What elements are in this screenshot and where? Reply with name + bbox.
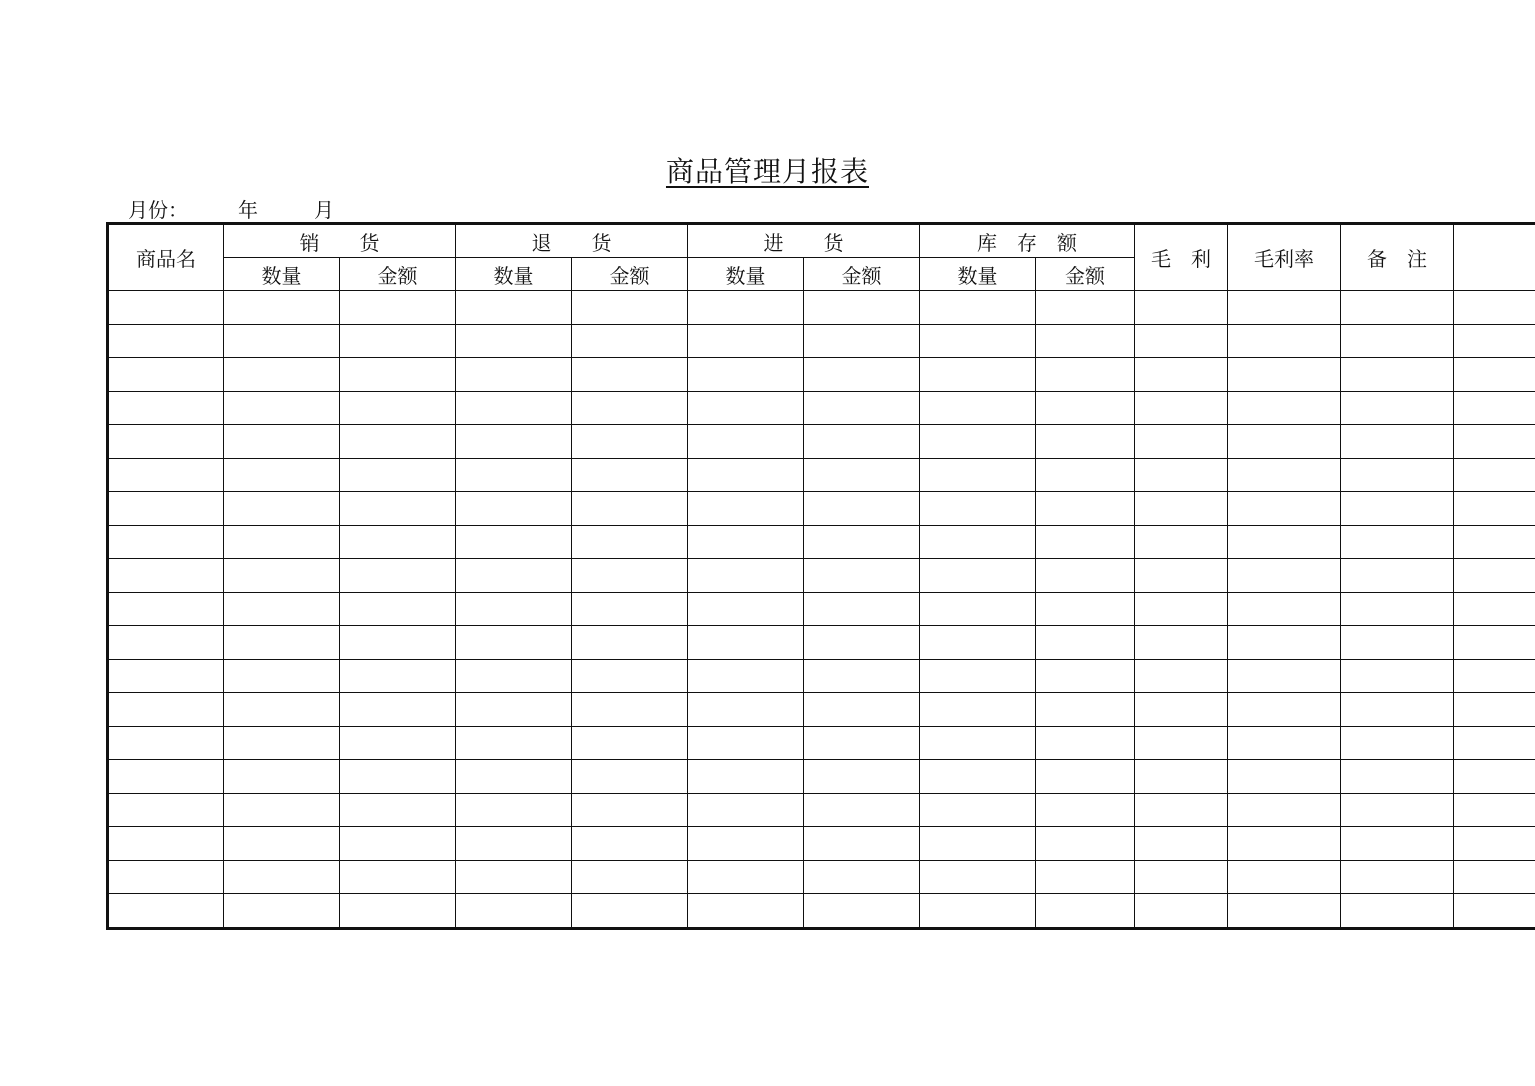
table-cell[interactable] [1036,291,1135,325]
table-cell[interactable] [1454,626,1535,660]
table-cell[interactable] [688,827,804,861]
table-cell[interactable] [920,391,1036,425]
table-cell[interactable] [1036,559,1135,593]
table-cell[interactable] [1036,693,1135,727]
table-cell[interactable] [1454,726,1535,760]
table-cell[interactable] [688,324,804,358]
table-cell[interactable] [1341,693,1454,727]
header-purchases-qty: 数量 [688,258,804,291]
table-cell[interactable] [1454,827,1535,861]
table-cell[interactable] [224,659,340,693]
table-cell[interactable] [572,358,688,392]
table-cell[interactable] [572,525,688,559]
table-cell[interactable] [340,358,456,392]
table-cell[interactable] [456,760,572,794]
table-cell[interactable] [456,894,572,929]
table-cell[interactable] [340,760,456,794]
table-cell[interactable] [456,458,572,492]
table-cell[interactable] [1454,391,1535,425]
table-cell[interactable] [1228,291,1341,325]
table-cell[interactable] [456,827,572,861]
table-cell[interactable] [224,559,340,593]
table-cell[interactable] [340,693,456,727]
table-cell[interactable] [572,291,688,325]
table-cell[interactable] [572,894,688,929]
table-cell[interactable] [1454,458,1535,492]
table-cell[interactable] [1135,659,1228,693]
table-cell[interactable] [920,894,1036,929]
table-cell[interactable] [1341,291,1454,325]
table-cell[interactable] [456,559,572,593]
month-line [128,194,388,220]
header-remarks: 备 注 [1341,224,1454,291]
table-cell[interactable] [572,793,688,827]
table-cell[interactable] [1341,760,1454,794]
table-cell[interactable] [224,458,340,492]
table-cell[interactable] [108,324,224,358]
table-cell[interactable] [1454,860,1535,894]
table-cell[interactable] [1341,592,1454,626]
table-cell[interactable] [920,659,1036,693]
table-cell[interactable] [108,860,224,894]
table-cell[interactable] [804,592,920,626]
table-row [108,760,1535,794]
table-cell[interactable] [1454,425,1535,459]
table-cell[interactable] [1036,425,1135,459]
table-cell[interactable] [456,726,572,760]
table-cell[interactable] [804,324,920,358]
table-cell[interactable] [688,760,804,794]
table-cell[interactable] [804,492,920,526]
header-returns: 退 货 [456,224,688,258]
table-cell[interactable] [688,559,804,593]
table-row [108,458,1535,492]
table-cell[interactable] [920,559,1036,593]
table-cell[interactable] [1036,592,1135,626]
table-cell[interactable] [688,793,804,827]
table-row [108,391,1535,425]
table-cell[interactable] [688,291,804,325]
table-cell[interactable] [1341,827,1454,861]
table-cell[interactable] [1036,760,1135,794]
table-cell[interactable] [224,827,340,861]
table-cell[interactable] [456,492,572,526]
table-cell[interactable] [1135,626,1228,660]
table-cell[interactable] [1341,726,1454,760]
table-cell[interactable] [1454,693,1535,727]
table-cell[interactable] [1341,793,1454,827]
report-table [106,222,1535,930]
table-cell[interactable] [804,626,920,660]
table-row [108,659,1535,693]
table-cell[interactable] [804,458,920,492]
table-cell[interactable] [108,291,224,325]
table-cell[interactable] [804,693,920,727]
table-cell[interactable] [1341,894,1454,929]
table-cell[interactable] [108,425,224,459]
table-cell[interactable] [108,693,224,727]
table-cell[interactable] [572,592,688,626]
table-cell[interactable] [688,592,804,626]
table-cell[interactable] [1135,860,1228,894]
table-cell[interactable] [920,860,1036,894]
table-cell[interactable] [1036,626,1135,660]
table-cell[interactable] [1341,458,1454,492]
table-cell[interactable] [108,358,224,392]
table-cell[interactable] [688,358,804,392]
table-cell[interactable] [688,492,804,526]
table-cell[interactable] [108,626,224,660]
table-cell[interactable] [1228,693,1341,727]
table-cell[interactable] [920,760,1036,794]
table-cell[interactable] [340,559,456,593]
table-cell[interactable] [572,726,688,760]
table-cell[interactable] [1228,525,1341,559]
table-cell[interactable] [456,793,572,827]
table-cell[interactable] [340,425,456,459]
header-purchases: 进 货 [688,224,920,258]
table-cell[interactable] [1036,525,1135,559]
table-cell[interactable] [1454,793,1535,827]
header-purchases-amount: 金额 [804,258,920,291]
table-cell[interactable] [804,358,920,392]
table-cell[interactable] [108,659,224,693]
table-cell[interactable] [1228,760,1341,794]
header-gross-margin: 毛利率 [1228,224,1341,291]
table-cell[interactable] [572,693,688,727]
table-row [108,827,1535,861]
table-cell[interactable] [1454,659,1535,693]
header-row-1 [108,224,1535,258]
table-body [108,291,1535,929]
table-cell[interactable] [804,894,920,929]
table-row [108,626,1535,660]
table-cell[interactable] [224,324,340,358]
table-cell[interactable] [1454,291,1535,325]
table-cell[interactable] [572,425,688,459]
table-row [108,894,1535,929]
table-row [108,592,1535,626]
table-cell[interactable] [340,324,456,358]
table-cell[interactable] [804,291,920,325]
table-cell[interactable] [1341,324,1454,358]
table-cell[interactable] [572,458,688,492]
table-cell[interactable] [1228,659,1341,693]
table-cell[interactable] [108,559,224,593]
table-cell[interactable] [1135,525,1228,559]
table-row [108,726,1535,760]
table-cell[interactable] [224,626,340,660]
table-cell[interactable] [804,659,920,693]
table-cell[interactable] [224,860,340,894]
table-cell[interactable] [572,760,688,794]
table-cell[interactable] [1135,726,1228,760]
table-cell[interactable] [108,458,224,492]
table-cell[interactable] [804,425,920,459]
table-cell[interactable] [920,827,1036,861]
table-cell[interactable] [572,659,688,693]
table-cell[interactable] [1454,492,1535,526]
table-cell[interactable] [804,860,920,894]
table-cell[interactable] [688,726,804,760]
table-cell[interactable] [804,793,920,827]
table-cell[interactable] [224,693,340,727]
table-cell[interactable] [1228,425,1341,459]
table-cell[interactable] [1135,425,1228,459]
table-cell[interactable] [340,659,456,693]
table-cell[interactable] [1036,894,1135,929]
table-cell[interactable] [1454,559,1535,593]
header-returns-qty: 数量 [456,258,572,291]
table-cell[interactable] [920,525,1036,559]
table-cell[interactable] [1454,894,1535,929]
page-title: 商品管理月报表 [665,155,869,188]
table-cell[interactable] [340,458,456,492]
table-cell[interactable] [920,425,1036,459]
table-cell[interactable] [1341,659,1454,693]
table-row [108,324,1535,358]
table-row [108,525,1535,559]
table-cell[interactable] [224,592,340,626]
table-cell[interactable] [572,391,688,425]
table-cell[interactable] [920,358,1036,392]
table-cell[interactable] [1341,860,1454,894]
table-cell[interactable] [340,626,456,660]
table-cell[interactable] [108,525,224,559]
table-cell[interactable] [456,592,572,626]
table-cell[interactable] [1341,492,1454,526]
table-cell[interactable] [1135,793,1228,827]
table-cell[interactable] [688,894,804,929]
table-cell[interactable] [224,492,340,526]
table-cell[interactable] [920,324,1036,358]
header-gross-profit: 毛 利 [1135,224,1228,291]
table-cell[interactable] [920,626,1036,660]
table-cell[interactable] [1036,726,1135,760]
table-cell[interactable] [920,492,1036,526]
table-cell[interactable] [1228,827,1341,861]
table-cell[interactable] [1036,358,1135,392]
table-cell[interactable] [456,626,572,660]
table-cell[interactable] [224,391,340,425]
table-cell[interactable] [804,525,920,559]
table-cell[interactable] [108,894,224,929]
table-cell[interactable] [340,894,456,929]
table-cell[interactable] [340,592,456,626]
table-cell[interactable] [1228,726,1341,760]
table-cell[interactable] [1341,425,1454,459]
header-inventory-amount: 金额 [1036,258,1135,291]
table-cell[interactable] [1135,760,1228,794]
table-cell[interactable] [224,525,340,559]
table-cell[interactable] [1454,358,1535,392]
table-cell[interactable] [1228,324,1341,358]
table-cell[interactable] [1228,793,1341,827]
table-cell[interactable] [920,793,1036,827]
table-cell[interactable] [224,726,340,760]
table-cell[interactable] [340,391,456,425]
table-cell[interactable] [1228,860,1341,894]
table-cell[interactable] [1454,525,1535,559]
year-label: 年 [238,198,258,222]
table-cell[interactable] [1036,659,1135,693]
table-cell[interactable] [456,391,572,425]
table-cell[interactable] [1135,291,1228,325]
table-cell[interactable] [340,860,456,894]
header-inventory: 库 存 额 [920,224,1135,258]
table-cell[interactable] [1036,391,1135,425]
month-label: 月份： [128,198,188,222]
table-cell[interactable] [224,291,340,325]
table-cell[interactable] [1036,492,1135,526]
table-cell[interactable] [456,358,572,392]
table-cell[interactable] [340,793,456,827]
table-cell[interactable] [1135,492,1228,526]
table-row [108,291,1535,325]
table-cell[interactable] [224,760,340,794]
table-cell[interactable] [804,391,920,425]
table-cell[interactable] [1135,894,1228,929]
header-inventory-qty: 数量 [920,258,1036,291]
table-cell[interactable] [1454,592,1535,626]
table-cell[interactable] [1341,626,1454,660]
table-row [108,559,1535,593]
header-returns-amount: 金额 [572,258,688,291]
table-cell[interactable] [340,492,456,526]
table-cell[interactable] [1228,592,1341,626]
table-cell[interactable] [1036,324,1135,358]
table-cell[interactable] [688,693,804,727]
table-cell[interactable] [804,760,920,794]
table-row [108,793,1535,827]
table-cell[interactable] [1135,324,1228,358]
table-cell[interactable] [688,391,804,425]
table-cell[interactable] [1036,793,1135,827]
table-row [108,425,1535,459]
table-cell[interactable] [108,592,224,626]
table-cell[interactable] [1341,358,1454,392]
table-row [108,860,1535,894]
table-cell[interactable] [1341,525,1454,559]
table-cell[interactable] [108,391,224,425]
table-cell[interactable] [1135,358,1228,392]
header-product-name: 商品名 [108,224,224,291]
table-cell[interactable] [456,291,572,325]
table-cell[interactable] [456,525,572,559]
table-cell[interactable] [688,458,804,492]
table-cell[interactable] [224,793,340,827]
table-cell[interactable] [1341,559,1454,593]
table-cell[interactable] [920,458,1036,492]
table-cell[interactable] [688,626,804,660]
header-sales: 销 货 [224,224,456,258]
table-cell[interactable] [108,492,224,526]
table-row [108,693,1535,727]
table-cell[interactable] [340,726,456,760]
table-cell[interactable] [572,626,688,660]
table-cell[interactable] [224,894,340,929]
table-cell[interactable] [108,726,224,760]
table-cell[interactable] [1228,358,1341,392]
table-cell[interactable] [1135,693,1228,727]
table-cell[interactable] [572,827,688,861]
table-cell[interactable] [1454,760,1535,794]
header-sales-amount: 金额 [340,258,456,291]
table-cell[interactable] [1454,324,1535,358]
table-cell[interactable] [804,827,920,861]
table-cell[interactable] [804,726,920,760]
table-cell[interactable] [804,559,920,593]
table-cell[interactable] [456,693,572,727]
table-cell[interactable] [456,659,572,693]
table-cell[interactable] [688,525,804,559]
table-cell[interactable] [1036,827,1135,861]
table-cell[interactable] [1228,559,1341,593]
header-sales-qty: 数量 [224,258,340,291]
table-cell[interactable] [920,726,1036,760]
table-cell[interactable] [1135,458,1228,492]
table-cell[interactable] [1135,827,1228,861]
table-cell[interactable] [920,693,1036,727]
table-cell[interactable] [920,592,1036,626]
table-cell[interactable] [920,291,1036,325]
table-cell[interactable] [1135,391,1228,425]
table-cell[interactable] [340,827,456,861]
table-cell[interactable] [572,324,688,358]
table-cell[interactable] [1228,458,1341,492]
table-cell[interactable] [340,525,456,559]
table-cell[interactable] [108,760,224,794]
table-cell[interactable] [456,324,572,358]
table-cell[interactable] [688,659,804,693]
table-cell[interactable] [1228,626,1341,660]
table-cell[interactable] [1228,894,1341,929]
table-cell[interactable] [688,425,804,459]
table-cell[interactable] [456,425,572,459]
table-cell[interactable] [224,358,340,392]
table-cell[interactable] [1341,391,1454,425]
table-cell[interactable] [1036,458,1135,492]
table-cell[interactable] [572,559,688,593]
table-cell[interactable] [572,492,688,526]
table-cell[interactable] [108,793,224,827]
table-cell[interactable] [572,860,688,894]
table-row [108,358,1535,392]
table-cell[interactable] [108,827,224,861]
month-unit-label: 月 [314,198,334,222]
table-cell[interactable] [340,291,456,325]
table-cell[interactable] [1228,391,1341,425]
table-cell[interactable] [1135,592,1228,626]
table-row [108,492,1535,526]
table-cell[interactable] [224,425,340,459]
table-cell[interactable] [456,860,572,894]
table-cell[interactable] [688,860,804,894]
table-cell[interactable] [1135,559,1228,593]
table-cell[interactable] [1036,860,1135,894]
table-cell[interactable] [1228,492,1341,526]
